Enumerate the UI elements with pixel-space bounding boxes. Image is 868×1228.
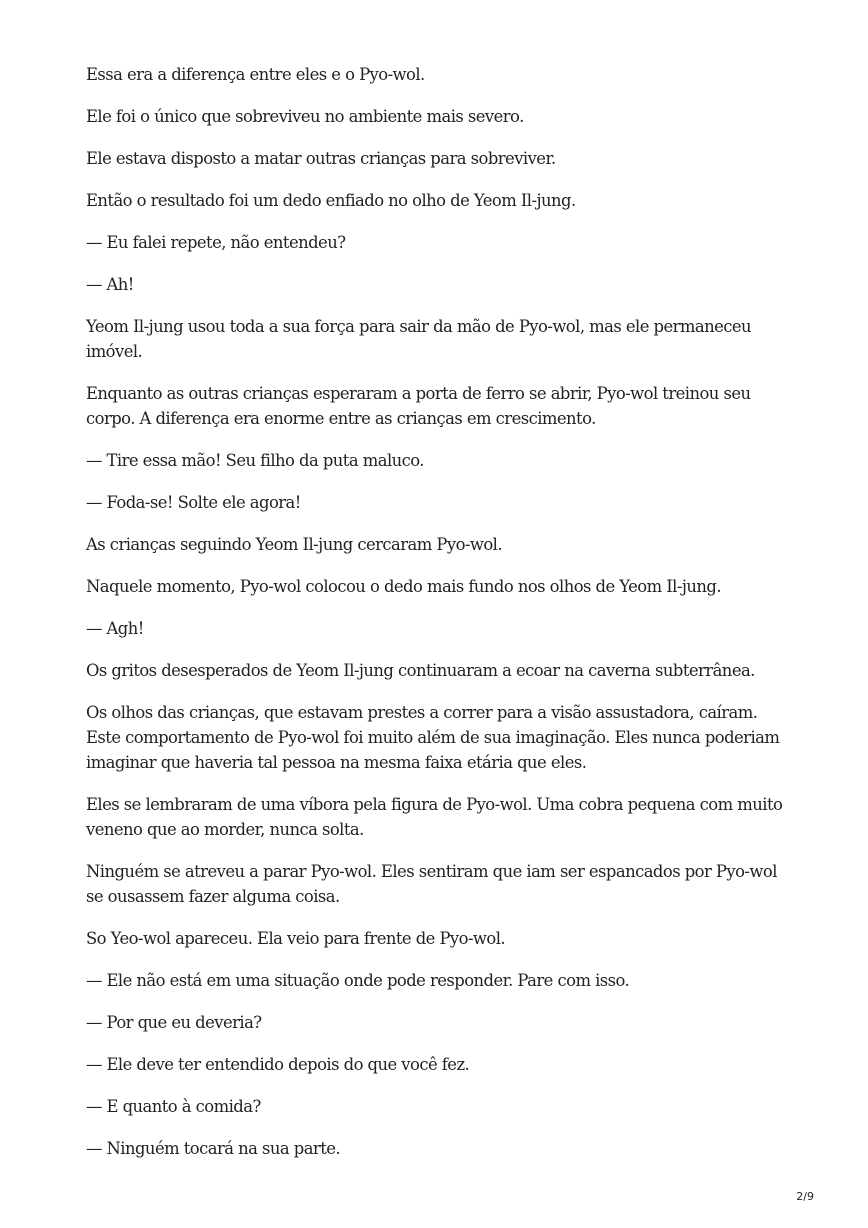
paragraph: Os gritos desesperados de Yeom Il-jung continuaram a ecoar na caverna subterrânea. bbox=[86, 661, 755, 680]
paragraph: So Yeo-wol apareceu. Ela veio para frente de Pyo-wol. bbox=[86, 929, 506, 948]
paragraph: Enquanto as outras crianças esperaram a porta de ferro se abrir, Pyo-wol treinou seu corpo. A diferença era enorme entre as crianças em crescimento. bbox=[86, 384, 751, 428]
page-number: 2/9 bbox=[796, 1190, 814, 1203]
dialogue-line: — Ah! bbox=[86, 275, 134, 294]
paragraph: Naquele momento, Pyo-wol colocou o dedo mais fundo nos olhos de Yeom Il-jung. bbox=[86, 577, 722, 596]
paragraph: Eles se lembraram de uma víbora pela figura de Pyo-wol. Uma cobra pequena com muito veneno que ao morder, nunca solta. bbox=[86, 795, 783, 839]
dialogue-line: — Foda-se! Solte ele agora! bbox=[86, 493, 301, 512]
dialogue-line: — Por que eu deveria? bbox=[86, 1013, 262, 1032]
body-text bbox=[86, 62, 786, 1178]
paragraph: Essa era a diferença entre eles e o Pyo-wol. bbox=[86, 65, 425, 84]
paragraph: Ele estava disposto a matar outras crianças para sobreviver. bbox=[86, 149, 556, 168]
dialogue-line: — Ele deve ter entendido depois do que você fez. bbox=[86, 1055, 470, 1074]
paragraph: Ele foi o único que sobreviveu no ambiente mais severo. bbox=[86, 107, 524, 126]
paragraph: Então o resultado foi um dedo enfiado no olho de Yeom Il-jung. bbox=[86, 191, 576, 210]
dialogue-line: — Ninguém tocará na sua parte. bbox=[86, 1139, 341, 1158]
paragraph: Yeom Il-jung usou toda a sua força para sair da mão de Pyo-wol, mas ele permaneceu imóvel. bbox=[86, 317, 752, 361]
paragraph: Os olhos das crianças, que estavam prestes a correr para a visão assustadora, caíram. Este comportamento de Pyo-wol foi muito além de sua imaginação. Eles nunca poderiam imaginar que haveria tal pessoa na mesma faixa etária que eles. bbox=[86, 703, 780, 772]
dialogue-line: — Eu falei repete, não entendeu? bbox=[86, 233, 346, 252]
dialogue-line: — Ele não está em uma situação onde pode responder. Pare com isso. bbox=[86, 971, 630, 990]
paragraph: As crianças seguindo Yeom Il-jung cercaram Pyo-wol. bbox=[86, 535, 503, 554]
paragraph: Ninguém se atreveu a parar Pyo-wol. Eles sentiram que iam ser espancados por Pyo-wol se ousassem fazer alguma coisa. bbox=[86, 862, 777, 906]
dialogue-line: — Tire essa mão! Seu filho da puta maluco. bbox=[86, 451, 424, 470]
dialogue-line: — Agh! bbox=[86, 619, 144, 638]
dialogue-line: — E quanto à comida? bbox=[86, 1097, 261, 1116]
